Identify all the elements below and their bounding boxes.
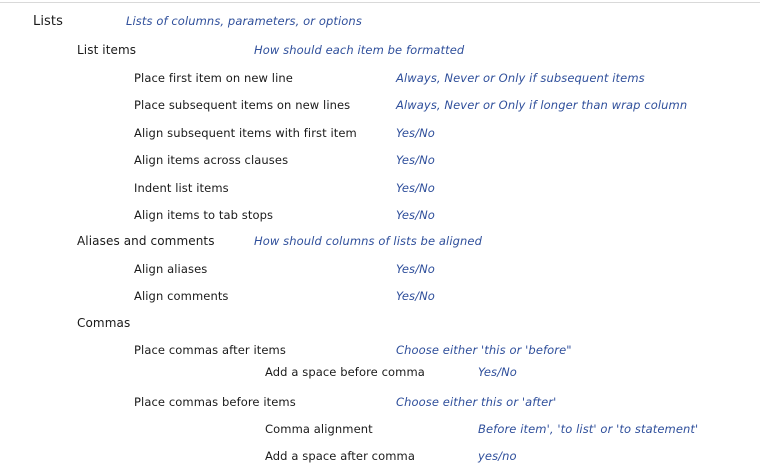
setting-label: Commas — [77, 316, 131, 330]
setting-label: Add a space after comma — [265, 449, 415, 463]
setting-label: Align aliases — [134, 262, 208, 276]
setting-value: Yes/No — [396, 181, 435, 195]
setting-value: Yes/No — [396, 289, 435, 303]
setting-label: Lists — [33, 14, 63, 29]
setting-value: Always, Never or Only if subsequent items — [396, 71, 645, 85]
setting-label: Align comments — [134, 289, 229, 303]
setting-label: Align items to tab stops — [134, 208, 274, 222]
setting-value: Lists of columns, parameters, or options — [126, 14, 362, 28]
setting-value: Choose either 'this or 'before" — [396, 343, 572, 357]
setting-value: Choose either this or 'after' — [396, 395, 557, 409]
setting-value: Yes/No — [396, 126, 435, 140]
setting-value: Yes/No — [396, 153, 435, 167]
setting-value: Yes/No — [478, 365, 517, 379]
setting-label: Align items across clauses — [134, 153, 289, 167]
setting-label: Place first item on new line — [134, 71, 293, 85]
setting-label: Place subsequent items on new lines — [134, 98, 351, 112]
setting-label: List items — [77, 43, 137, 57]
setting-label: Add a space before comma — [265, 365, 425, 379]
header-divider — [0, 2, 760, 3]
setting-label: Comma alignment — [265, 422, 373, 436]
setting-value: How should columns of lists be aligned — [254, 234, 482, 248]
setting-label: Align subsequent items with first item — [134, 126, 357, 140]
setting-value: Yes/No — [396, 262, 435, 276]
setting-value: Before item', 'to list' or 'to statement' — [478, 422, 699, 436]
setting-value: How should each item be formatted — [254, 43, 465, 57]
setting-label: Aliases and comments — [77, 234, 215, 248]
setting-value: Always, Never or Only if longer than wrap column — [396, 98, 688, 112]
setting-value: Yes/No — [396, 208, 435, 222]
setting-label: Indent list items — [134, 181, 229, 195]
setting-value: yes/no — [478, 449, 517, 463]
setting-label: Place commas after items — [134, 343, 286, 357]
setting-label: Place commas before items — [134, 395, 296, 409]
